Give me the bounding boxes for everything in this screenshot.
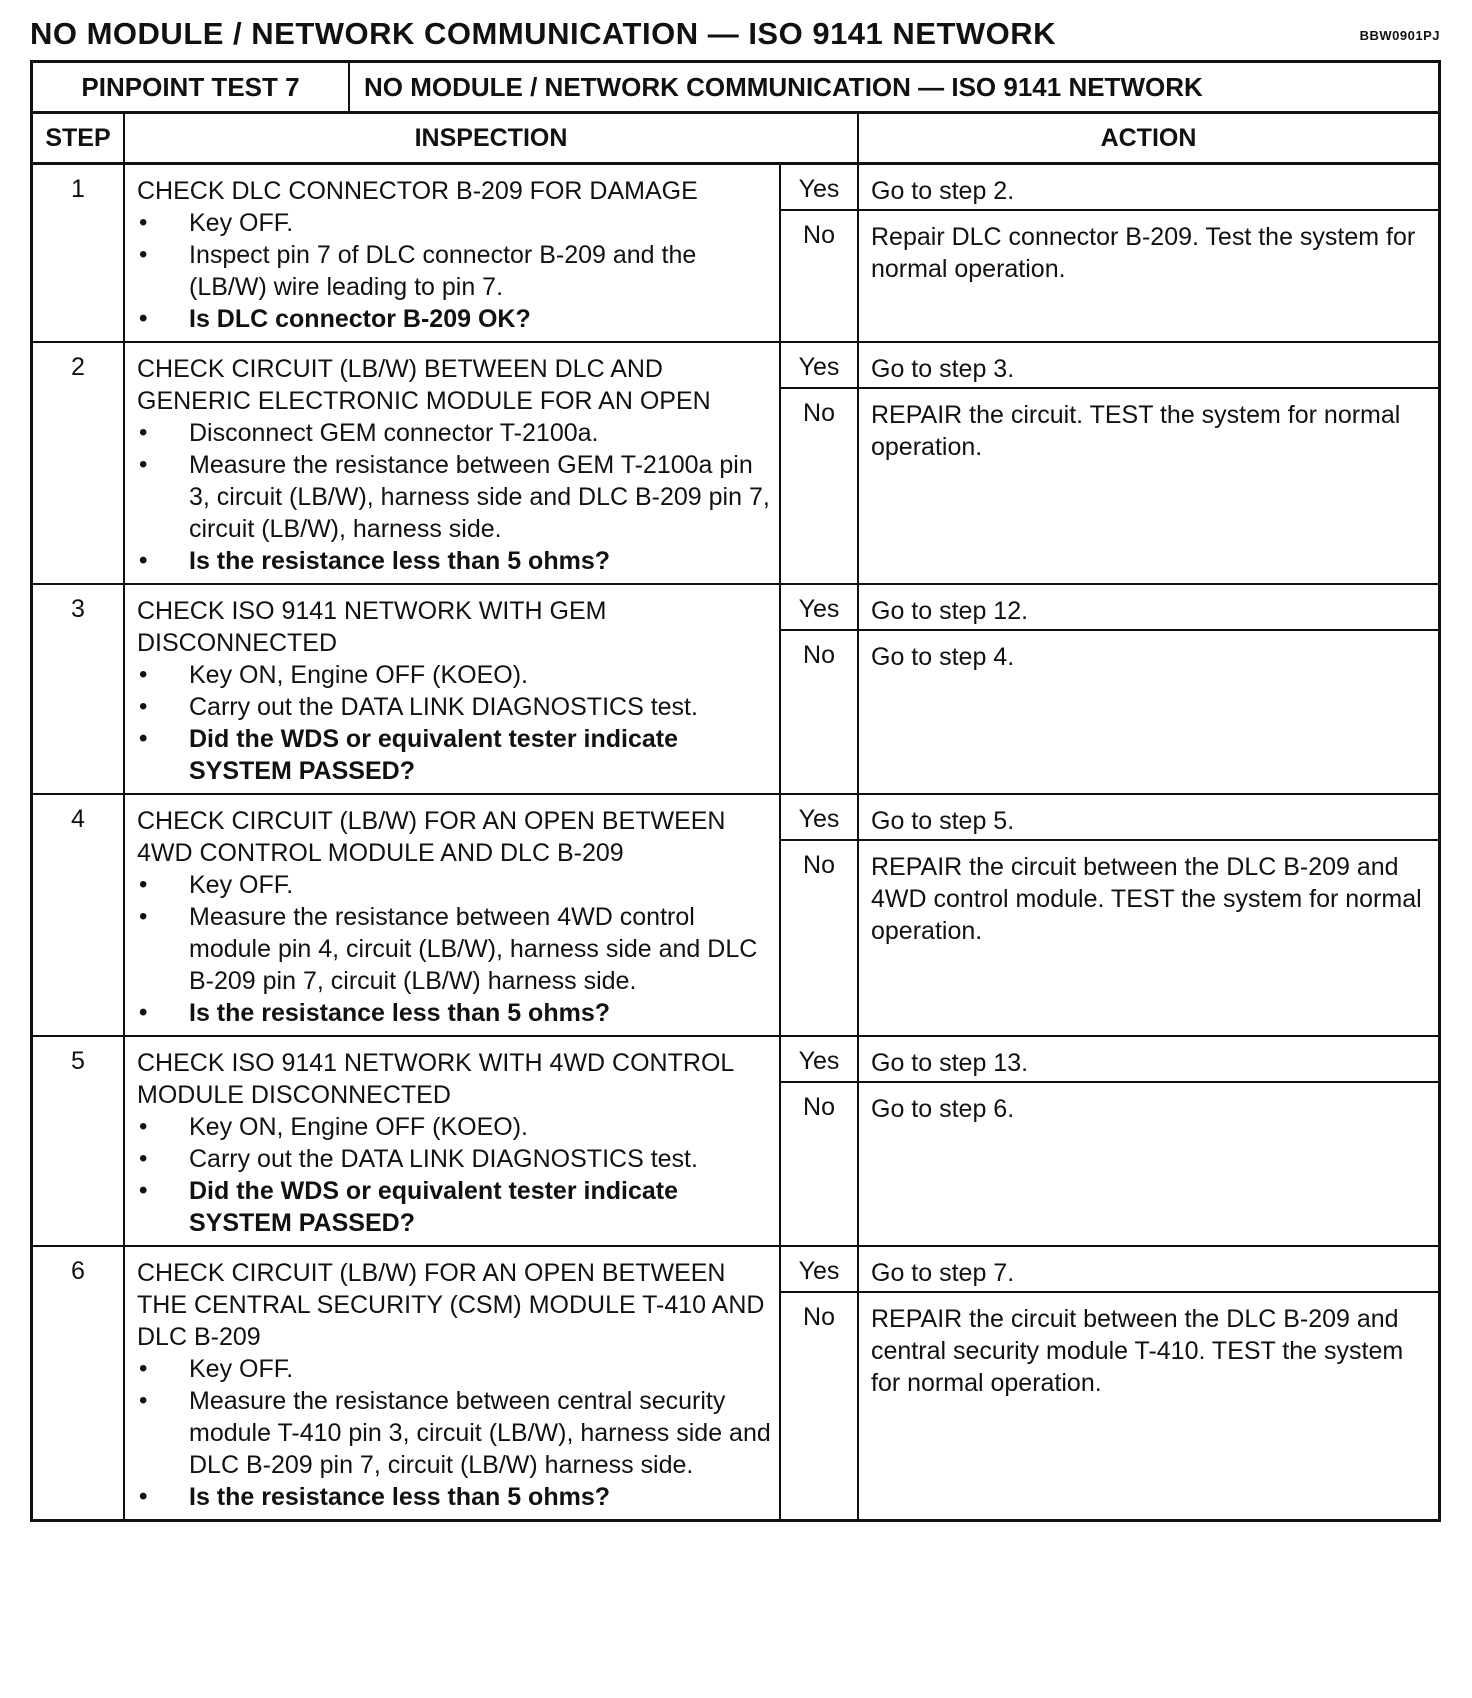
inspection-bullets [137, 1353, 771, 1513]
action-cell [859, 585, 1438, 793]
answer-no: No [803, 399, 835, 427]
inspection-bullets [137, 1111, 771, 1239]
action-no: REPAIR the circuit between the DLC B-209 and central security module T-410. TEST the system for normal operation. [871, 1305, 1404, 1397]
inspection-heading: CHECK ISO 9141 NETWORK WITH GEM DISCONNECTED [137, 597, 607, 657]
action-yes: Go to step 5. [859, 795, 1438, 841]
step-number: 6 [33, 1247, 125, 1519]
action-cell [859, 343, 1438, 583]
action-no: Go to step 6. [871, 1095, 1015, 1123]
action-cell [859, 1037, 1438, 1245]
answer-cell [781, 585, 859, 793]
inspection-cell [125, 165, 781, 341]
answer-cell [781, 343, 859, 583]
pinpoint-test-table [30, 60, 1441, 1522]
inspection-bullet: • Disconnect GEM connector T-2100a. [137, 417, 771, 449]
inspection-question: • Is the resistance less than 5 ohms? [137, 1481, 771, 1513]
inspection-bullet: • Carry out the DATA LINK DIAGNOSTICS test. [137, 691, 771, 723]
inspection-bullets [137, 659, 771, 787]
step-number: 3 [33, 585, 125, 793]
inspection-question: • Is the resistance less than 5 ohms? [137, 545, 771, 577]
column-header-inspection: INSPECTION [125, 114, 859, 162]
action-cell [859, 1247, 1438, 1519]
action-cell [859, 795, 1438, 1035]
action-no: Go to step 4. [871, 643, 1015, 671]
pinpoint-test-label: PINPOINT TEST 7 [33, 63, 350, 111]
inspection-bullet: • Key OFF. [137, 207, 771, 239]
answer-no: No [803, 1303, 835, 1331]
inspection-question: • Is the resistance less than 5 ohms? [137, 997, 771, 1029]
inspection-bullet: • Key OFF. [137, 1353, 771, 1385]
inspection-bullet: • Measure the resistance between GEM T-2100a pin 3, circuit (LB/W), harness side and DLC B-209 pin 7, circuit (LB/W), harness side. [137, 449, 771, 545]
step-row [33, 1037, 1438, 1247]
step-number: 2 [33, 343, 125, 583]
inspection-question: • Did the WDS or equivalent tester indicate SYSTEM PASSED? [137, 723, 771, 787]
action-no: Repair DLC connector B-209. Test the system for normal operation. [871, 223, 1416, 283]
inspection-heading: CHECK CIRCUIT (LB/W) FOR AN OPEN BETWEEN THE CENTRAL SECURITY (CSM) MODULE T-410 AND DLC B-209 [137, 1259, 765, 1351]
step-row [33, 165, 1438, 343]
answer-yes: Yes [781, 165, 857, 211]
action-yes: Go to step 7. [859, 1247, 1438, 1293]
inspection-heading: CHECK CIRCUIT (LB/W) FOR AN OPEN BETWEEN 4WD CONTROL MODULE AND DLC B-209 [137, 807, 726, 867]
step-number: 5 [33, 1037, 125, 1245]
answer-no: No [803, 641, 835, 669]
inspection-heading: CHECK ISO 9141 NETWORK WITH 4WD CONTROL MODULE DISCONNECTED [137, 1049, 734, 1109]
action-yes: Go to step 12. [859, 585, 1438, 631]
answer-yes: Yes [781, 343, 857, 389]
inspection-bullet: • Carry out the DATA LINK DIAGNOSTICS test. [137, 1143, 771, 1175]
step-row [33, 795, 1438, 1037]
step-number: 1 [33, 165, 125, 341]
steps-body [33, 165, 1438, 1519]
answer-cell [781, 795, 859, 1035]
answer-no: No [803, 221, 835, 249]
action-no: REPAIR the circuit. TEST the system for normal operation. [871, 401, 1401, 461]
inspection-question: • Is DLC connector B-209 OK? [137, 303, 771, 335]
answer-no: No [803, 851, 835, 879]
column-header-row [33, 114, 1438, 165]
inspection-cell [125, 343, 781, 583]
answer-yes: Yes [781, 585, 857, 631]
inspection-heading: CHECK CIRCUIT (LB/W) BETWEEN DLC AND GENERIC ELECTRONIC MODULE FOR AN OPEN [137, 355, 711, 415]
step-row [33, 585, 1438, 795]
inspection-bullet: • Key OFF. [137, 869, 771, 901]
inspection-cell [125, 585, 781, 793]
action-yes: Go to step 13. [859, 1037, 1438, 1083]
inspection-cell [125, 795, 781, 1035]
answer-no: No [803, 1093, 835, 1121]
answer-yes: Yes [781, 1037, 857, 1083]
inspection-bullet: • Measure the resistance between 4WD control module pin 4, circuit (LB/W), harness side and DLC B-209 pin 7, circuit (LB/W) harness side. [137, 901, 771, 997]
inspection-bullet: • Key ON, Engine OFF (KOEO). [137, 1111, 771, 1143]
inspection-bullets [137, 417, 771, 577]
page-title: NO MODULE / NETWORK COMMUNICATION — ISO 9141 NETWORK [30, 16, 1057, 51]
inspection-bullet: • Measure the resistance between central security module T-410 pin 3, circuit (LB/W), harness side and DLC B-209 pin 7, circuit (LB/W) harness side. [137, 1385, 771, 1481]
step-row [33, 1247, 1438, 1519]
column-header-action: ACTION [1100, 123, 1197, 152]
inspection-bullet: • Key ON, Engine OFF (KOEO). [137, 659, 771, 691]
pinpoint-title-row [33, 63, 1438, 114]
pinpoint-test-title: NO MODULE / NETWORK COMMUNICATION — ISO 9141 NETWORK [364, 71, 1203, 102]
inspection-cell [125, 1247, 781, 1519]
action-yes: Go to step 2. [859, 165, 1438, 211]
action-no: REPAIR the circuit between the DLC B-209 and 4WD control module. TEST the system for normal operation. [871, 853, 1422, 945]
figure-code: BBW0901PJ [1359, 28, 1440, 43]
step-number: 4 [33, 795, 125, 1035]
answer-cell [781, 1037, 859, 1245]
action-yes: Go to step 3. [859, 343, 1438, 389]
inspection-bullets [137, 869, 771, 1029]
step-row [33, 343, 1438, 585]
column-header-step: STEP [33, 114, 125, 162]
inspection-bullets [137, 207, 771, 335]
answer-cell [781, 1247, 859, 1519]
answer-yes: Yes [781, 795, 857, 841]
action-cell [859, 165, 1438, 341]
inspection-question: • Did the WDS or equivalent tester indicate SYSTEM PASSED? [137, 1175, 771, 1239]
inspection-cell [125, 1037, 781, 1245]
answer-cell [781, 165, 859, 341]
inspection-bullet: • Inspect pin 7 of DLC connector B-209 and the (LB/W) wire leading to pin 7. [137, 239, 771, 303]
inspection-heading: CHECK DLC CONNECTOR B-209 FOR DAMAGE [137, 177, 698, 205]
answer-yes: Yes [781, 1247, 857, 1293]
